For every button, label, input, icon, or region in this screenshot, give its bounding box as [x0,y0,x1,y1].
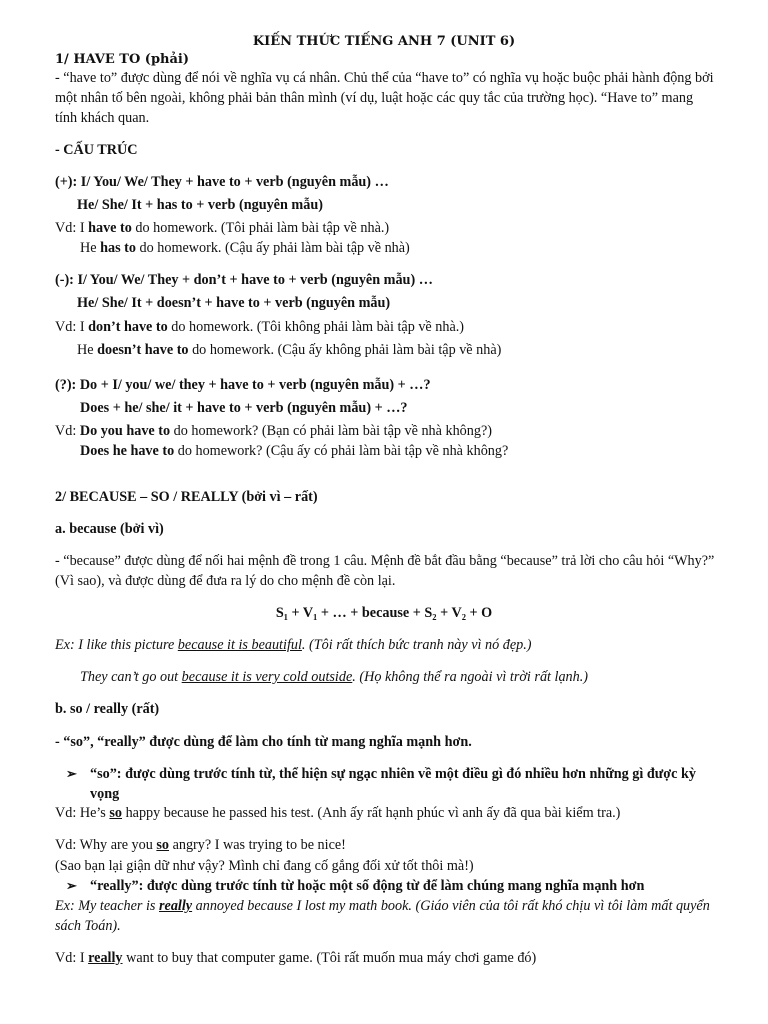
section-2-heading: 2/ BECAUSE – SO / REALLY (bởi vì – rất) [55,489,318,505]
because-example-2: They can’t go out because it is very cold outside. (Họ không thể ra ngoài vì trời rất lạnh.) [80,669,589,685]
page-title: KIẾN THỨC TIẾNG ANH 7 (UNIT 6) [252,34,516,49]
question-structure-2: Does + he/ she/ it + have to + verb (nguyên mẫu) + …? [80,400,408,416]
so-really-intro: - “so”, “really” được dùng để làm cho tính từ mang nghĩa mạnh hơn. [55,734,472,750]
positive-example-2: He has to do homework. (Cậu ấy phải làm bài tập về nhà) [80,240,410,256]
positive-structure-1: (+): I/ You/ We/ They + have to + verb (nguyên mẫu) … [55,174,389,190]
negative-structure-2: He/ She/ It + doesn’t + have to + verb (nguyên mẫu) [77,295,391,311]
because-example-1: Ex: I like this picture because it is beautiful. (Tôi rất thích bức tranh này vì nó đẹp.) [55,637,532,653]
arrow-bullet-icon: ➢ [66,878,77,893]
so-bullet-continued: vọng [90,786,120,802]
because-intro: - “because” được dùng để nối hai mệnh đề trong 1 câu. Mệnh đề bắt đầu bằng “because” trả lời cho câu hỏi “Why?” (Vì sao), và được dùng để đưa ra lý do cho mệnh đề còn lại. [55,553,715,589]
so-example-2: Vd: Why are you so angry? I was trying to be nice! [55,837,346,853]
question-example-2: Does he have to do homework? (Cậu ấy có phải làm bài tập về nhà không? [80,443,509,459]
question-example-1: Vd: Do you have to do homework? (Bạn có phải làm bài tập về nhà không?) [55,423,492,439]
negative-example-1: Vd: I don’t have to do homework. (Tôi không phải làm bài tập về nhà.) [55,319,465,335]
so-example-1: Vd: He’s so happy because he passed his test. (Anh ấy rất hạnh phúc vì anh ấy đã qua bài kiểm tra.) [55,805,621,821]
really-bullet: ➢ “really”: được dùng trước tính từ hoặc một số động từ để làm chúng mang nghĩa mạnh hơn [66,878,645,894]
because-heading: a. because (bởi vì) [55,521,164,537]
so-bullet: ➢ “so”: được dùng trước tính từ, thể hiện sự ngạc nhiên về một điều gì đó nhiều hơn những gì được kỳ [66,766,696,782]
negative-example-2: He doesn’t have to do homework. (Cậu ấy không phải làm bài tập về nhà) [77,342,502,358]
because-formula: S₁ + V₁ + … + because + S₂ + V₂ + O [275,605,493,621]
so-really-heading: b. so / really (rất) [55,701,160,717]
arrow-bullet-icon: ➢ [66,766,77,781]
really-example-2: Vd: I really want to buy that computer game. (Tôi rất muốn mua máy chơi game đó) [55,950,537,966]
question-structure-1: (?): Do + I/ you/ we/ they + have to + verb (nguyên mẫu) + …? [55,377,431,393]
have-to-intro: - “have to” được dùng để nói về nghĩa vụ cá nhân. Chủ thể của “have to” có nghĩa vụ hoặc buộc phải hành động bởi một nhân tố bên ngoài, không phải bản thân mình (ví dụ, luật hoặc các quy tắc của trường học). “Have to” mang tính khách quan. [55,70,714,126]
so-example-2-translation: (Sao bạn lại giận dữ như vậy? Mình chỉ đang cố gắng đối xử tốt thôi mà!) [55,858,474,874]
positive-example-1: Vd: I have to do homework. (Tôi phải làm bài tập về nhà.) [55,220,390,236]
negative-structure-1: (-): I/ You/ We/ They + don’t + have to + verb (nguyên mẫu) … [55,272,433,288]
really-example-1: Ex: My teacher is really annoyed because I lost my math book. (Giáo viên của tôi rất khó chịu vì tôi làm mất quyển sách Toán). [55,898,710,934]
section-1-heading: 1/ HAVE TO (phải) [55,52,189,67]
positive-structure-2: He/ She/ It + has to + verb (nguyên mẫu) [77,197,323,213]
structure-heading: - CẤU TRÚC [55,142,138,158]
